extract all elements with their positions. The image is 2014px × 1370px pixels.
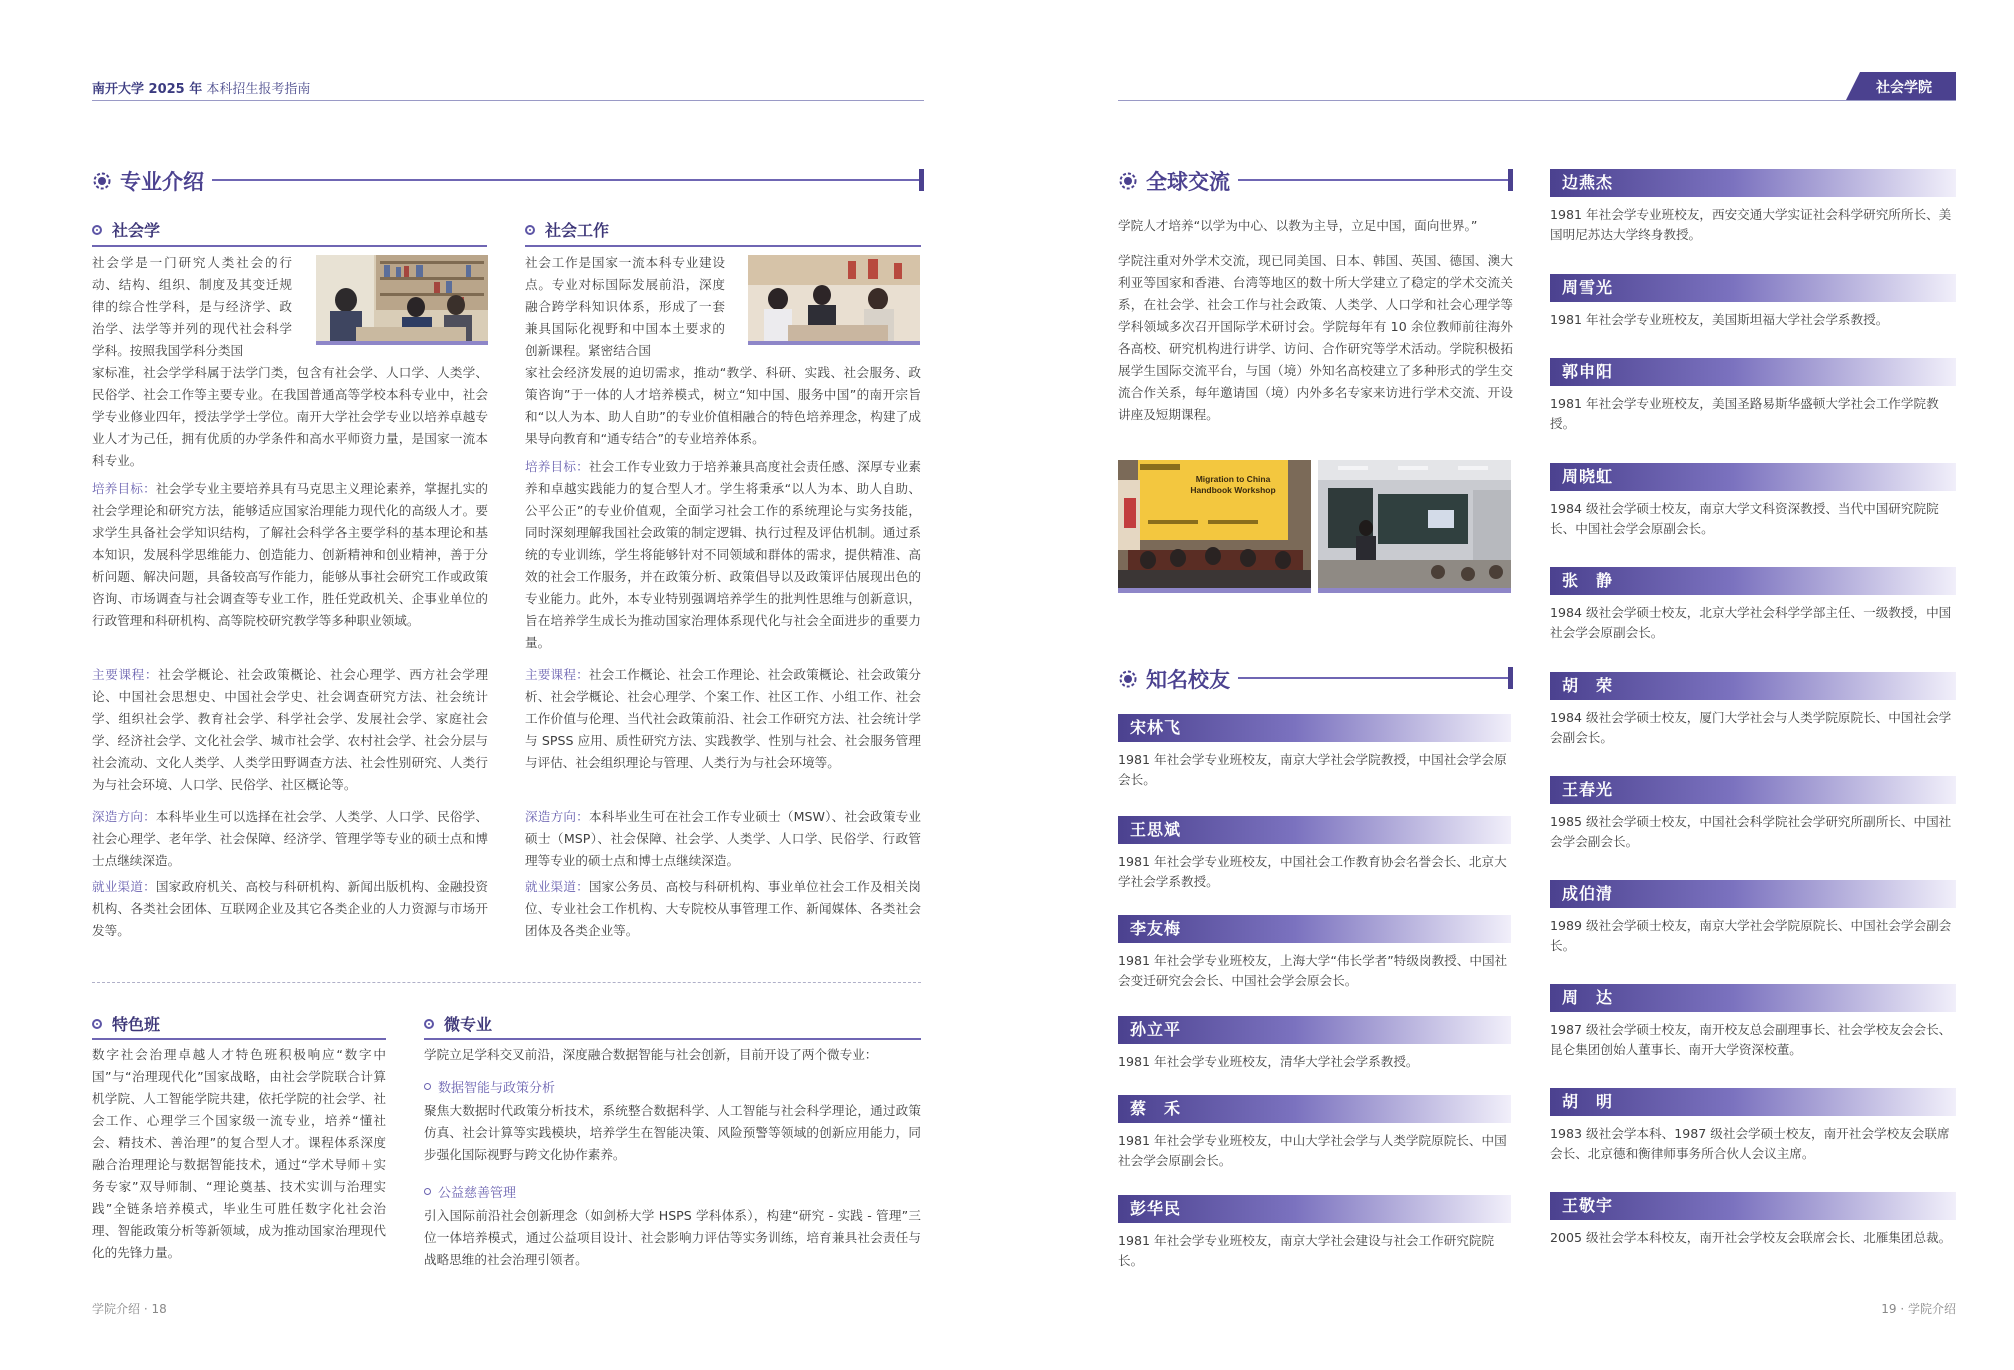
sociology-title: 社会学 [112, 221, 161, 240]
subsection-title-social-work [525, 218, 609, 241]
section-title-alumni [1118, 664, 1230, 694]
alumni-name: 孙立平 [1130, 1020, 1182, 1039]
sociology-further-label: 深造方向： [92, 809, 156, 824]
micro-item-1-title [424, 1077, 555, 1096]
social-work-lead: 社会工作是国家一流本科专业建设点。专业对标国际发展前沿，深度融合跨学科知识体系，形成了一套兼具国际化视野和中国本土要求的创新课程。紧密结合国 [525, 255, 725, 358]
alumni-desc: 1981 年社会学专业班校友，上海大学“伟长学者”特级岗教授、中国社会变迁研究会会长、中国社会学会原会长。 [1118, 953, 1508, 988]
section-title-global-label: 全球交流 [1146, 169, 1230, 194]
header-rule-left [92, 100, 924, 101]
alumni-name-bar [1550, 672, 1956, 700]
alumni-desc: 1989 级社会学硕士校友，南京大学社会学院原院长、中国社会学会副会长。 [1550, 918, 1952, 953]
alumni-name: 张 静 [1562, 571, 1614, 590]
alumni-name: 彭华民 [1130, 1199, 1182, 1218]
alumni-name-bar [1550, 169, 1956, 197]
alumni-desc: 1981 年社会学专业班校友，美国圣路易斯华盛顿大学社会工作学院教授。 [1550, 396, 1939, 431]
social-work-courses [525, 664, 921, 774]
subsection-title-micro [424, 1012, 492, 1035]
alumni-name-bar [1550, 1088, 1956, 1116]
sociology-goal-text: 社会学专业主要培养具有马克思主义理论素养，掌握扎实的社会学理论和研究方法，能够适应国家治理能力现代化的高级人才。要求学生具备社会学知识结构，了解社会科学各主要学科的基本理论和基本知识，发展科学思维能力、创造能力、创新精神和创业精神，善于分析问题、解决问题，具备较高写作能力，能够从事社会研究工作或政策咨询、市场调查与社会调查等专业工作，胜任党政机关、企事业单位的行政管理和科研机构、高等院校研究教学等多种职业领域。 [92, 481, 489, 628]
section-title-intro-label: 专业介绍 [120, 169, 204, 194]
alumni-name: 宋林飞 [1130, 718, 1182, 737]
small-bullet-icon [424, 1188, 431, 1195]
alumni-desc: 1981 年社会学专业班校友，南京大学社会建设与社会工作研究院院长。 [1118, 1233, 1495, 1268]
alumni-name-bar [1118, 1095, 1511, 1123]
social-work-photo [748, 255, 920, 345]
section-rule-global-end [1508, 169, 1513, 191]
sociology-photo [316, 255, 488, 345]
header-tag-label: 社会学院 [1876, 80, 1932, 96]
sociology-further-text: 本科毕业生可以选择在社会学、人类学、人口学、民俗学、社会心理学、老年学、社会保障、经济学、管理学等专业的硕士点和博士点继续深造。 [92, 809, 489, 868]
section-title-alumni-label: 知名校友 [1146, 667, 1230, 692]
page-footer-left: 学院介绍 · 18 [92, 1302, 167, 1316]
alumni-name-bar [1118, 816, 1511, 844]
sociology-jobs [92, 876, 488, 942]
social-work-courses-text: 社会工作概论、社会工作理论、社会政策概论、社会政策分析、社会学概论、社会心理学、个案工作、社区工作、小组工作、社会工作价值与伦理、当代社会政策前沿、社会工作研究方法、社会统计学与 SPSS 应用、质性研究方法、实践教学、性别与社会、社会服务管理与评估、社会组织理论与管理、人类行为与社会环境等。 [525, 667, 922, 770]
subsection-title-special-class [92, 1012, 160, 1035]
sociology-goal [92, 478, 488, 632]
alumni-name-bar [1550, 880, 1956, 908]
social-work-further-text: 本科毕业生可在社会工作专业硕士（MSW）、社会政策专业硕士（MSP）、社会保障、社会学、人类学、人口学、民俗学、行政管理等专业的硕士点和博士点继续深造。 [525, 809, 922, 868]
alumni-name: 胡 明 [1562, 1092, 1614, 1111]
section-title-global [1118, 166, 1230, 196]
micro-title: 微专业 [444, 1015, 493, 1034]
social-work-title: 社会工作 [545, 221, 610, 240]
alumni-name-bar [1550, 984, 1956, 1012]
social-work-jobs-text: 国家公务员、高校与科研机构、事业单位社会工作及相关岗位、专业社会工作机构、大专院校从事管理工作、新闻媒体、各类社会团体及各类企业等。 [525, 879, 922, 938]
header-guide: 本科招生报考指南 [206, 82, 311, 97]
alumni-name-bar [1550, 463, 1956, 491]
alumni-name-bar [1118, 1016, 1511, 1044]
alumni-name: 边燕杰 [1562, 173, 1614, 192]
sociology-jobs-text: 国家政府机关、高校与科研机构、新闻出版机构、金融投资机构、各类社会团体、互联网企业及其它各类企业的人力资源与市场开发等。 [92, 879, 489, 938]
section-rule-intro [212, 179, 922, 181]
social-work-courses-label: 主要课程： [525, 667, 589, 682]
micro-lead: 学院立足学科交叉前沿，深度融合数据智能与社会创新，目前开设了两个微专业： [424, 1047, 878, 1062]
global-photo-lecture [1318, 460, 1511, 593]
section-rule-alumni [1238, 677, 1511, 679]
alumni-name: 周 达 [1562, 988, 1614, 1007]
social-work-further [525, 806, 921, 872]
running-header-left [92, 78, 310, 97]
global-p2: 学院注重对外学术交流，现已同美国、日本、韩国、英国、德国、澳大利亚等国家和香港、台湾等地区的数十所大学建立了稳定的学术交流关系，在社会学、社会工作与社会政策、人类学、人口学和社会心理学等学科领域多次召开国际学术研讨会。学院每年有 10 余位教师前往海外各高校、研究机构进行讲学、访问、合作研究等学术活动。学院积极拓展学生国际交流平台，与国（境）外知名高校建立了多种形式的学生交流合作关系，每年邀请国（境）内外多名专家来访进行学术交流、开设讲座及短期课程。 [1118, 253, 1513, 422]
section-title-intro [92, 166, 204, 196]
alumni-name-bar [1550, 776, 1956, 804]
micro-item-2-body: 引入国际前沿社会创新理念（如剑桥大学 HSPS 学科体系），构建“研究 - 实践 - 管理”三位一体培养模式，通过公益项目设计、社会影响力评估等实务训练，培育兼具社会责任与战略思维的社会治理引领者。 [424, 1208, 921, 1267]
sociology-further [92, 806, 488, 872]
lecture-photo-illustration [1318, 460, 1511, 593]
header-year: 南开大学 2025 年 [92, 82, 203, 97]
alumni-desc: 1981 年社会学专业班校友，美国斯坦福大学社会学系教授。 [1550, 312, 1889, 327]
alumni-name-bar [1550, 567, 1956, 595]
alumni-name: 李友梅 [1130, 919, 1182, 938]
flower-icon [1118, 171, 1138, 191]
flower-icon [92, 171, 112, 191]
social-work-jobs [525, 876, 921, 942]
poster-title: Migration to China Handbook Workshop [1190, 474, 1276, 495]
alumni-desc: 1984 级社会学硕士校友，北京大学社会科学学部主任、一级教授，中国社会学会原副会长。 [1550, 605, 1952, 640]
bullet-icon [92, 1019, 102, 1029]
social-work-goal-text: 社会工作专业致力于培养兼具高度社会责任感、深厚专业素养和卓越实践能力的复合型人才。学生将秉承“以人为本、助人自助、公平公正”的专业价值观，全面学习社会工作的系统理论与实务技能，同时深刻理解我国社会政策的制定逻辑、执行过程及评估机制。通过系统的专业训练，学生将能够针对不同领域和群体的需求，提供精准、高效的社会工作服务，并在政策分析、政策倡导以及政策评估展现出色的专业能力。此外，本专业特别强调培养学生的批判性思维与创新意识，旨在培养学生成长为推动国家治理体系现代化与社会全面进步的重要力量。 [525, 459, 922, 650]
alumni-name: 成伯清 [1562, 884, 1614, 903]
sociology-courses-text: 社会学概论、社会政策概论、社会心理学、西方社会学理论、中国社会思想史、中国社会学史、社会调查研究方法、社会统计学、组织社会学、教育社会学、科学社会学、发展社会学、家庭社会学、经济社会学、文化社会学、城市社会学、农村社会学、社会分层与社会流动、文化人类学、人类学田野调查方法、社会性别研究、人类行为与社会环境、人口学、民俗学、社区概论等。 [92, 667, 489, 792]
section-rule-intro-end [919, 169, 924, 191]
sociology-body: 家标准，社会学学科属于法学门类，包含有社会学、人口学、人类学、民俗学、社会工作等主要专业。在我国普通高等学校本科专业中，社会学专业修业四年，授法学学士学位。南开大学社会学专业以培养卓越专业人才为己任，拥有优质的办学条件和高水平师资力量，是国家一流本科专业。 [92, 365, 488, 468]
classroom-photo-illustration [316, 255, 488, 345]
social-work-goal [525, 456, 921, 654]
alumni-name: 王春光 [1562, 780, 1614, 799]
global-p1: 学院人才培养“以学为中心、以教为主导，立足中国，面向世界。” [1118, 218, 1478, 233]
micro-item-2-label: 公益慈善管理 [438, 1186, 517, 1201]
micro-item-1-body: 聚焦大数据时代政策分析技术，系统整合数据科学、人工智能与社会科学理论，通过政策仿真、社会计算等实践模块，培养学生在智能决策、风险预警等领域的创新应用能力，同步强化国际视野与跨文化协作素养。 [424, 1103, 921, 1162]
alumni-name-bar [1118, 714, 1511, 742]
alumni-desc: 1981 年社会学专业班校友，清华大学社会学系教授。 [1118, 1054, 1419, 1069]
alumni-desc: 1981 年社会学专业班校友，中山大学社会学与人类学院原院长、中国社会学会原副会长。 [1118, 1133, 1507, 1168]
page-footer-right: 19 · 学院介绍 [1881, 1302, 1956, 1316]
alumni-desc: 1983 级社会学本科、1987 级社会学硕士校友，南开社会学校友会联席会长、北京德和衡律师事务所合伙人会议主席。 [1550, 1126, 1950, 1161]
micro-item-1-label: 数据智能与政策分析 [438, 1081, 556, 1096]
alumni-name-bar [1550, 274, 1956, 302]
bullet-icon [92, 225, 102, 235]
alumni-desc: 1987 级社会学硕士校友，南开校友总会副理事长、社会学校友会会长、昆仑集团创始人董事长、南开大学资深校董。 [1550, 1022, 1952, 1057]
alumni-name: 周雪光 [1562, 278, 1614, 297]
alumni-name: 王思斌 [1130, 820, 1182, 839]
subsection-title-sociology [92, 218, 160, 241]
social-work-goal-label: 培养目标： [525, 459, 589, 474]
sociology-lead: 社会学是一门研究人类社会的行动、结构、组织、制度及其变迁规律的综合性学科，是与经济学、政治学、法学等并列的现代社会科学学科。按照我国学科分类国 [92, 255, 292, 358]
subsection-rule-sociology [92, 245, 487, 247]
bullet-icon [525, 225, 535, 235]
header-tag [1846, 72, 1956, 100]
group-discussion-photo-illustration [748, 255, 920, 345]
header-rule-right [1118, 100, 1956, 101]
alumni-name: 胡 荣 [1562, 676, 1614, 695]
special-class-body: 数字社会治理卓越人才特色班积极响应“数字中国”与“治理现代化”国家战略，由社会学院联合计算机学院、人工智能学院共建，依托学院的社会学、社会工作、心理学三个国家级一流专业，培养“懂社会、精技术、善治理”的复合型人才。课程体系深度融合治理理论与数据智能技术，通过“学术导师＋实务专家”双导师制、“理论奠基、技术实训与治理实践”全链条培养模式，毕业生可胜任数字化社会治理、智能政策分析等新领域，成为推动国家治理现代化的先锋力量。 [92, 1047, 386, 1260]
bullet-icon [424, 1019, 434, 1029]
social-work-further-label: 深造方向： [525, 809, 589, 824]
alumni-desc: 1984 级社会学硕士校友，南京大学文科资深教授、当代中国研究院院长、中国社会学会原副会长。 [1550, 501, 1939, 536]
alumni-name: 蔡 禾 [1130, 1099, 1182, 1118]
alumni-name-bar [1550, 1192, 1956, 1220]
social-work-jobs-label: 就业渠道： [525, 879, 589, 894]
alumni-desc: 1981 年社会学专业班校友，南京大学社会学院教授，中国社会学会原会长。 [1118, 752, 1507, 787]
micro-item-2-title [424, 1182, 516, 1201]
subsection-rule-micro [424, 1038, 921, 1040]
alumni-name: 周晓虹 [1562, 467, 1614, 486]
alumni-name: 王敬宇 [1562, 1196, 1614, 1215]
subsection-rule-special-class [92, 1038, 386, 1040]
alumni-desc: 1984 级社会学硕士校友，厦门大学社会与人类学院原院长、中国社会学会副会长。 [1550, 710, 1952, 745]
subsection-rule-social-work [525, 245, 921, 247]
alumni-name-bar [1118, 915, 1511, 943]
social-work-body: 家社会经济发展的迫切需求，推动“教学、科研、实践、社会服务、政策咨询”于一体的人才培养模式，树立“知中国、服务中国”的南开宗旨和“以人为本、助人自助”的专业价值相融合的特色培养理念，构建了成果导向教育和“通专结合”的专业培养体系。 [525, 365, 921, 446]
alumni-name-bar [1550, 358, 1956, 386]
sociology-courses [92, 664, 488, 796]
alumni-desc: 1985 级社会学硕士校友，中国社会科学院社会学研究所副所长、中国社会学会副会长。 [1550, 814, 1952, 849]
alumni-name: 郭申阳 [1562, 362, 1614, 381]
sociology-jobs-label: 就业渠道： [92, 879, 156, 894]
alumni-desc: 1981 年社会学专业班校友，中国社会工作教育协会名誉会长、北京大学社会学系教授。 [1118, 854, 1507, 889]
section-rule-global [1238, 179, 1511, 181]
flower-icon [1118, 669, 1138, 689]
sociology-goal-label: 培养目标： [92, 481, 156, 496]
alumni-desc: 1981 年社会学专业班校友，西安交通大学实证社会科学研究所所长、美国明尼苏达大学终身教授。 [1550, 207, 1952, 242]
alumni-name-bar [1118, 1195, 1511, 1223]
sociology-courses-label: 主要课程： [92, 667, 159, 682]
alumni-desc: 2005 级社会学本科校友，南开社会学校友会联席会长、北雁集团总裁。 [1550, 1230, 1952, 1245]
special-class-title: 特色班 [112, 1015, 161, 1034]
small-bullet-icon [424, 1083, 431, 1090]
section-rule-alumni-end [1508, 667, 1513, 689]
section-divider [92, 982, 921, 983]
global-photo-workshop [1118, 460, 1311, 593]
